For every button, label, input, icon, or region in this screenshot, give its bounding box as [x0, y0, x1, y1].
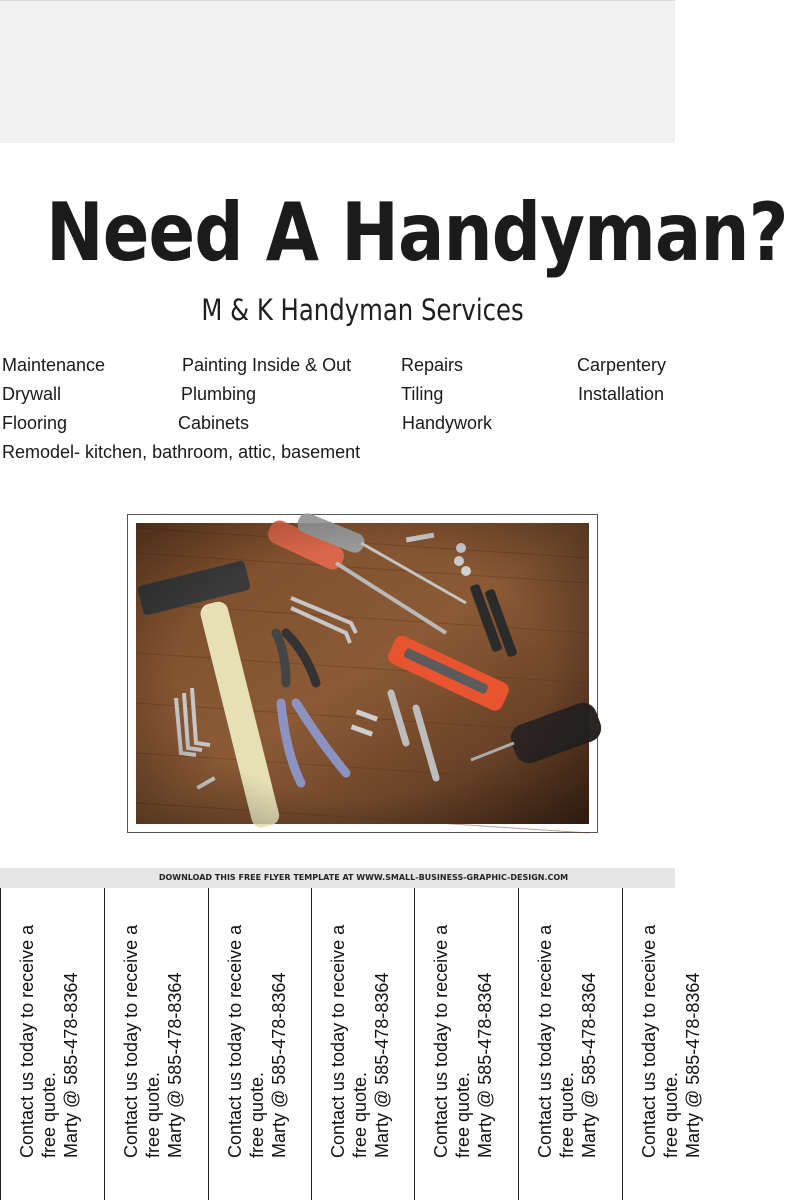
service-item: Installation: [578, 384, 665, 404]
tear-tab-line: Contact us today to receive a: [639, 924, 659, 1158]
service-item: Repairs: [401, 355, 464, 375]
tear-tab: [0, 888, 104, 1200]
tear-tab-phone: Marty @ 585-478-8364: [61, 972, 81, 1158]
tear-tab-line: Contact us today to receive a: [328, 924, 348, 1158]
tear-tab-line: Contact us today to receive a: [431, 924, 451, 1158]
service-item: Cabinets: [178, 413, 250, 433]
service-item: Remodel- kitchen, bathroom, attic, basement: [2, 442, 361, 462]
flyer-headline: Need A Handyman?: [46, 186, 788, 279]
tear-tab: [208, 888, 312, 1200]
tear-tab-line: free quote.: [247, 1071, 267, 1158]
tear-tab: [414, 888, 518, 1200]
tear-tab-line: Contact us today to receive a: [121, 924, 141, 1158]
service-item: Plumbing: [181, 384, 257, 404]
tear-tab-phone: Marty @ 585-478-8364: [165, 972, 185, 1158]
service-item: Maintenance: [2, 355, 106, 375]
services-list: [0, 352, 675, 467]
tear-tab: [104, 888, 208, 1200]
tear-tab-phone: Marty @ 585-478-8364: [683, 972, 703, 1158]
download-bar-text: DOWNLOAD THIS FREE FLYER TEMPLATE AT WWW.SMALL-BUSINESS-GRAPHIC-DESIGN.COM: [158, 873, 569, 882]
service-item: Drywall: [2, 384, 62, 404]
service-item: Tiling: [401, 384, 444, 404]
tear-tab-line: free quote.: [453, 1071, 473, 1158]
service-item: Handywork: [402, 413, 493, 433]
service-item: Carpentery: [577, 355, 667, 375]
tear-off-tabs: [0, 888, 703, 1200]
tear-tab-phone: Marty @ 585-478-8364: [475, 972, 495, 1158]
tools-photo-frame: [127, 514, 598, 833]
tear-tab-line: free quote.: [39, 1071, 59, 1158]
tear-tab-line: Contact us today to receive a: [225, 924, 245, 1158]
tear-tab-line: free quote.: [661, 1071, 681, 1158]
tear-tab-line: Contact us today to receive a: [535, 924, 555, 1158]
service-item: Flooring: [2, 413, 68, 433]
tear-tab: [518, 888, 622, 1200]
tear-tab-phone: Marty @ 585-478-8364: [269, 972, 289, 1158]
tear-tab: [311, 888, 415, 1200]
tear-tab-phone: Marty @ 585-478-8364: [372, 972, 392, 1158]
top-blank-band: [0, 0, 675, 143]
service-item: Painting Inside & Out: [182, 355, 352, 375]
tear-tab: [622, 888, 726, 1200]
tear-tab-line: Contact us today to receive a: [17, 924, 37, 1158]
tear-tab-phone: Marty @ 585-478-8364: [579, 972, 599, 1158]
flyer-subtitle: M & K Handyman Services: [201, 293, 524, 327]
tear-tab-line: free quote.: [143, 1071, 163, 1158]
tear-tab-line: free quote.: [557, 1071, 577, 1158]
tear-tab-line: free quote.: [350, 1071, 370, 1158]
tools-photo: [136, 523, 589, 824]
